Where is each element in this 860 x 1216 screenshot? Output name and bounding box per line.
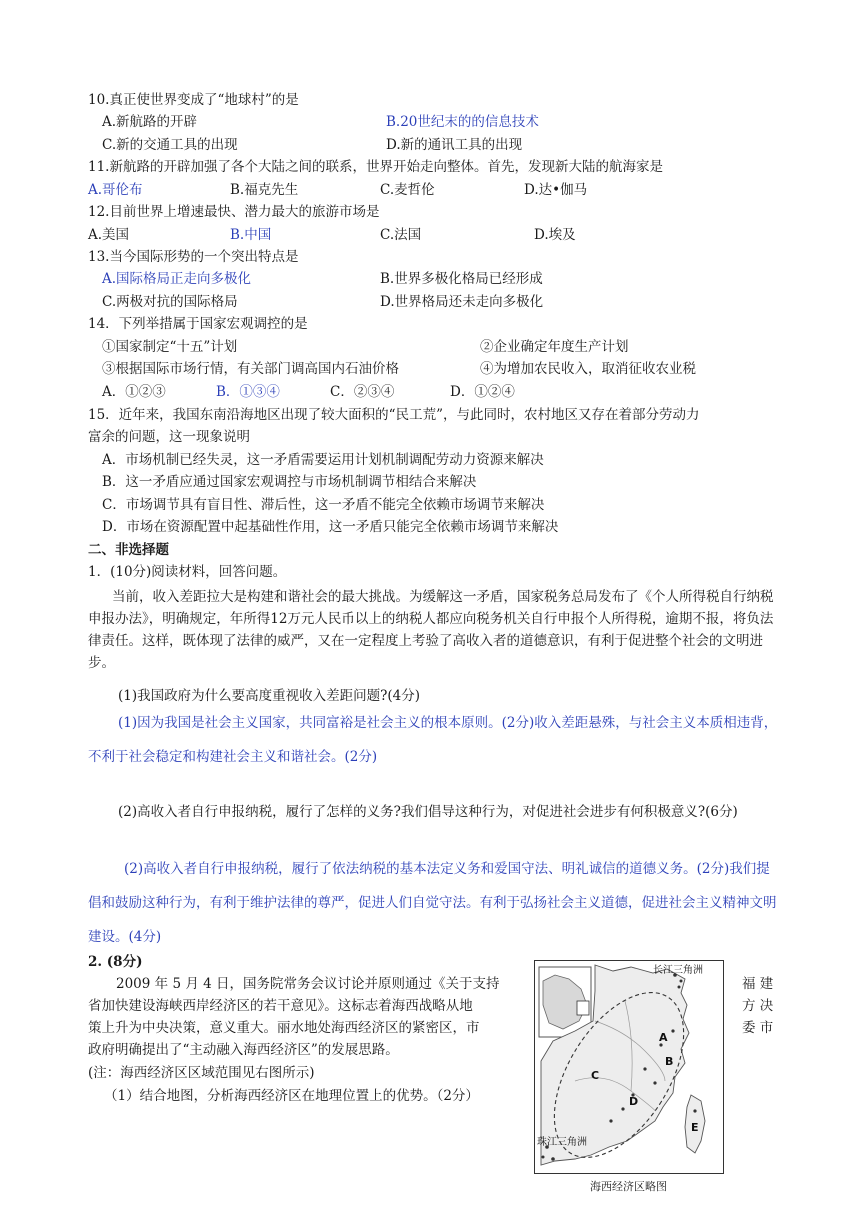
q15-option-a: A．市场机制已经失灵，这一矛盾需要运用计划机制调配劳动力资源来解决 — [102, 452, 544, 468]
map-drawing — [535, 961, 723, 1173]
q12-option-a: A.美国 — [88, 227, 130, 243]
label-yangtze-delta: 长江三角洲 — [653, 965, 703, 976]
q11-option-a: A.哥伦布 — [88, 182, 143, 198]
q10-option-b: B.20世纪末的的信息技术 — [386, 114, 539, 130]
city-dot — [693, 1109, 696, 1112]
q15-option-d: D．市场在资源配置中起基础性作用，这一矛盾只能完全依赖市场调节来解决 — [102, 519, 559, 535]
q15-stem-line2: 富余的问题，这一现象说明 — [88, 429, 250, 445]
city-dot — [609, 1119, 612, 1122]
city-dot — [542, 1156, 545, 1159]
label-b: B — [665, 1055, 674, 1068]
q15-stem-line1: 15．近年来，我国东南沿海地区出现了较大面积的“民工荒”，与此同时，农村地区又存在着部分劳动力 — [88, 407, 700, 423]
q11-option-b: B.福克先生 — [230, 182, 299, 198]
city-dot — [678, 986, 681, 989]
label-pearl-delta: 珠江三角洲 — [537, 1137, 587, 1148]
q12-option-b: B.中国 — [230, 227, 272, 243]
q13-option-a: A.国际格局正走向多极化 — [102, 271, 252, 287]
label-e: E — [691, 1121, 699, 1134]
q12-option-c: C.法国 — [380, 227, 422, 243]
q13-option-b: B.世界多极化格局已经形成 — [380, 271, 543, 287]
label-a: A — [659, 1031, 668, 1044]
p2-material-line1: 2009 年 5 月 4 日，国务院常务会议讨论并原则通过《关于支持 — [116, 976, 500, 992]
p2-material-line2-end: 方 决 — [742, 998, 774, 1014]
map-caption: 海西经济区略图 — [590, 1180, 667, 1193]
q11-option-c: C.麦哲伦 — [380, 182, 435, 198]
q10-stem: 10.真正使世界变成了“地球村”的是 — [88, 92, 299, 108]
q13-option-c: C.两极对抗的国际格局 — [102, 294, 238, 310]
section-heading: 二、非选择题 — [88, 542, 169, 558]
city-dot — [653, 1081, 656, 1084]
label-d: D — [629, 1095, 639, 1108]
p2-material-line1-end: 福 建 — [742, 976, 774, 992]
haixi-map — [534, 960, 724, 1174]
q12-stem: 12.目前世界上增速最快、潜力最大的旅游市场是 — [88, 204, 380, 220]
p2-note: (注：海西经济区区域范围见右图所示) — [88, 1065, 315, 1081]
city-dot — [680, 980, 683, 983]
p1-answer-1: (1)因为我国是社会主义国家，共同富裕是社会主义的根本原则。(2分)收入差距悬殊，与社会主义本质相违背，不利于社会稳定和构建社会主义和谐社会。(2分) — [88, 715, 778, 765]
q14-stem: 14．下列举措属于国家宏观调控的是 — [88, 316, 308, 332]
q11-stem: 11.新航路的开辟加强了各个大陆之间的联系，世界开始走向整体。首先，发现新大陆的航海家是 — [88, 159, 663, 175]
q10-option-a: A.新航路的开辟 — [102, 114, 198, 130]
city-dot — [643, 1067, 646, 1070]
q13-stem: 13.当今国际形势的一个突出特点是 — [88, 249, 299, 265]
q11-option-d: D.达•伽马 — [524, 182, 588, 198]
city-dot — [671, 1029, 674, 1032]
q14-option-b: B．①③④ — [216, 384, 280, 400]
q13-option-d: D.世界格局还未走向多极化 — [380, 294, 544, 310]
q10-option-d: D.新的通讯工具的出现 — [386, 137, 523, 153]
p2-subquestion-1: （1）结合地图，分析海西经济区在地理位置上的优势。（2分） — [104, 1088, 479, 1104]
q15-option-b: B．这一矛盾应通过国家宏观调控与市场机制调节相结合来解决 — [102, 474, 477, 490]
q14-option-a: A．①②③ — [102, 384, 166, 400]
inset-highlight — [577, 1001, 589, 1015]
city-dot — [551, 1157, 555, 1161]
q10-option-c: C.新的交通工具的出现 — [102, 137, 238, 153]
q14-option-c: C．②③④ — [330, 384, 395, 400]
q14-item-3: ③根据国际市场行情，有关部门调高国内石油价格 — [102, 361, 399, 377]
p2-material-line3-end: 委 市 — [742, 1020, 774, 1036]
p2-material-line2: 省加快建设海峡西岸经济区的若干意见》。这标志着海西战略从地 — [88, 998, 473, 1014]
p2-material-line3: 策上升为中央决策，意义重大。丽水地处海西经济区的紧密区，市 — [88, 1020, 480, 1036]
p1-heading: 1．(10分)阅读材料，回答问题。 — [88, 564, 287, 580]
q14-option-d: D．①②④ — [450, 384, 515, 400]
p1-subquestion-1: (1)我国政府为什么要高度重视收入差距问题?(4分) — [118, 688, 420, 704]
q14-item-4: ④为增加农民收入，取消征收农业税 — [480, 361, 696, 377]
city-dot — [621, 1107, 624, 1110]
q14-item-1: ①国家制定“十五”计划 — [102, 339, 238, 355]
label-c: C — [591, 1069, 600, 1082]
q14-item-2: ②企业确定年度生产计划 — [480, 339, 629, 355]
p1-material: 当前，收入差距拉大是构建和谐社会的最大挑战。为缓解这一矛盾，国家税务总局发布了《个人所得税自行纳税申报办法》，明确规定，年所得12万元人民币以上的纳税人都应向税务机关自行申报个人所得税，逾期不报，将负法律责任。这样，既体现了法律的威严，又在一定程度上考验了高收入者的道德意识，有利于促进整个社会的文明进步。 — [88, 589, 774, 671]
p2-heading: 2. (8分) — [88, 954, 143, 970]
p1-subquestion-2: (2)高收入者自行申报纳税，履行了怎样的义务?我们倡导这种行为，对促进社会进步有何积极意义?(6分) — [118, 804, 738, 820]
p1-answer-2: (2)高收入者自行申报纳税，履行了依法纳税的基本法定义务和爱国守法、明礼诚信的道德义务。(2分)我们提倡和鼓励这种行为，有利于维护法律的尊严，促进人们自觉守法。有利于弘扬社会主义道德，促进社会主义精神文明建设。(4分) — [88, 861, 777, 945]
q12-option-d: D.埃及 — [534, 227, 576, 243]
p2-material-line4: 政府明确提出了“主动融入海西经济区”的发展思路。 — [88, 1042, 399, 1058]
q15-option-c: C．市场调节具有盲目性、滞后性，这一矛盾不能完全依赖市场调节来解决 — [102, 497, 545, 513]
